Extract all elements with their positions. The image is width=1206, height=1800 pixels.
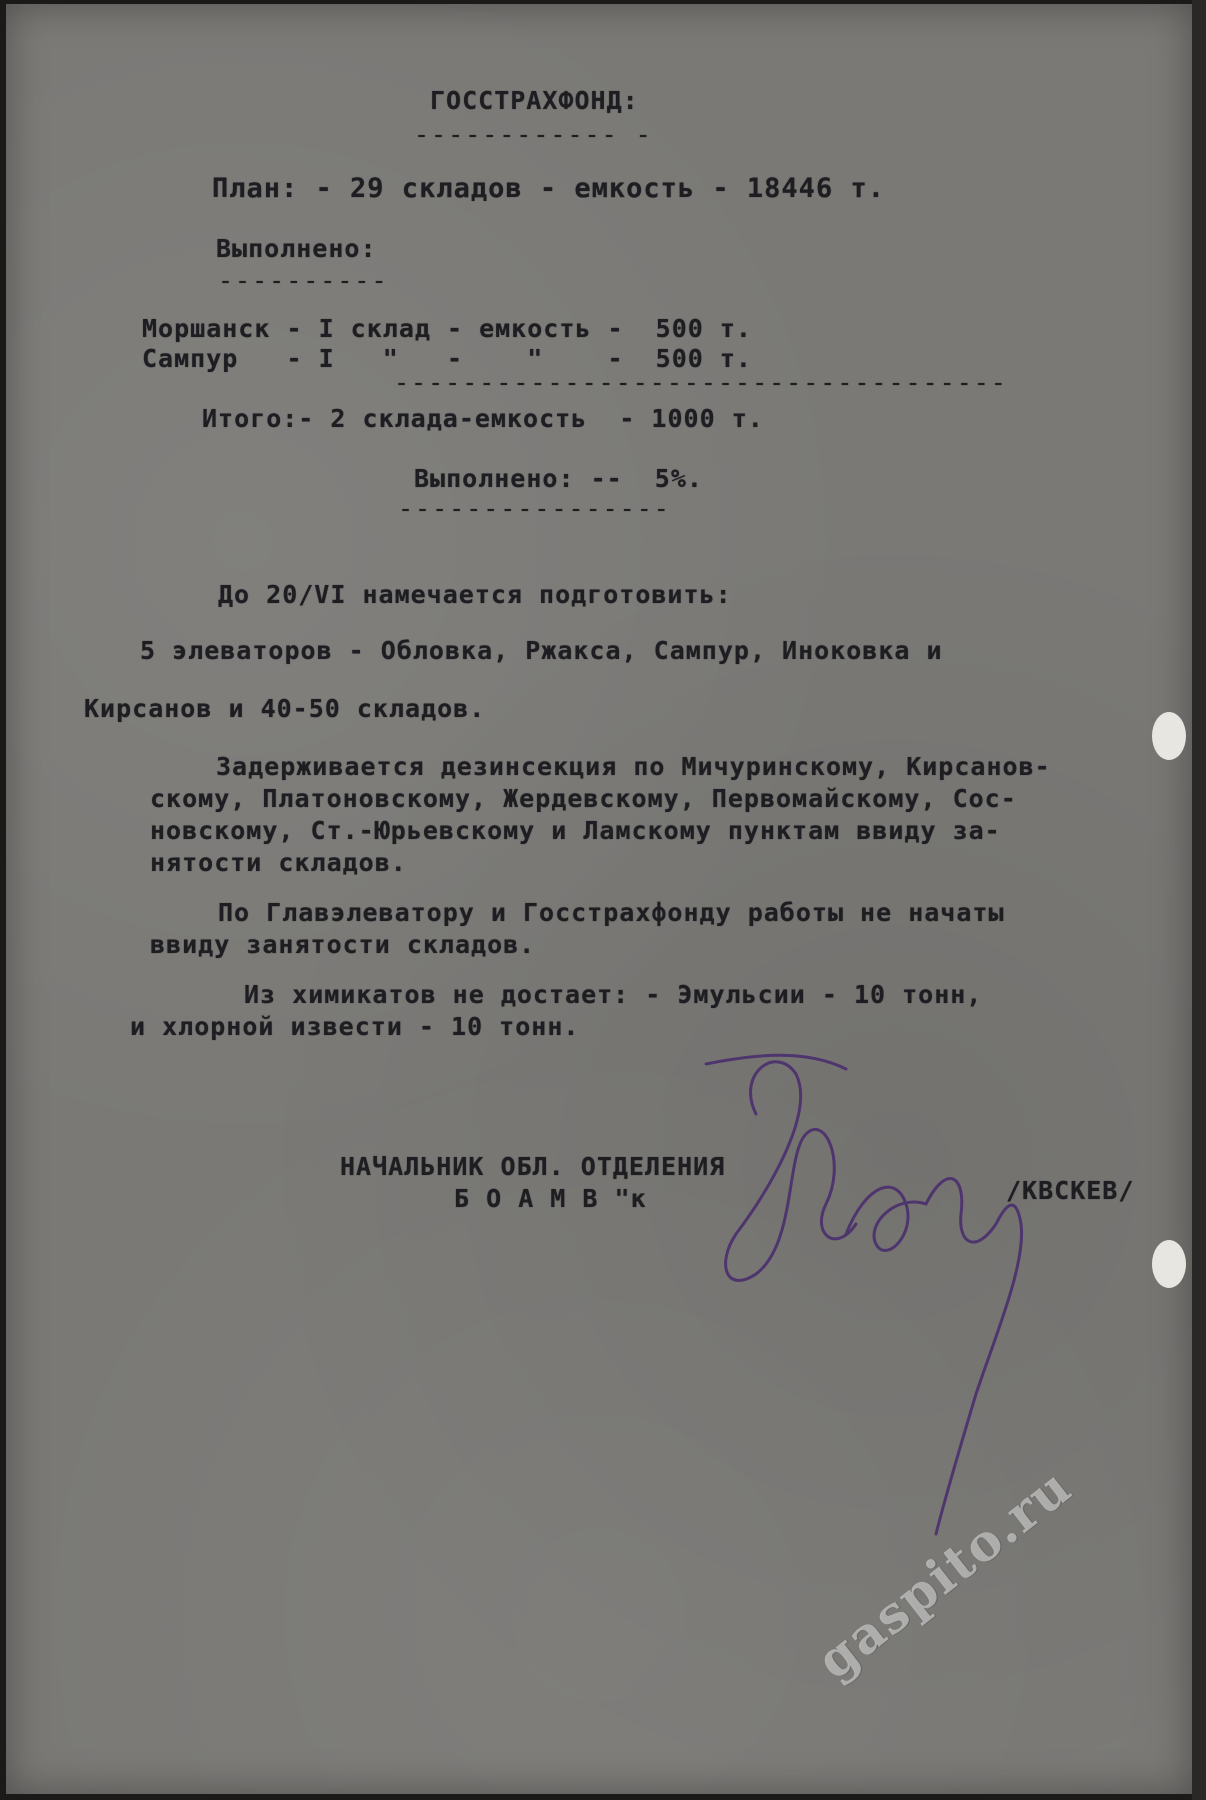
done-underline: ---------- [218,266,389,295]
done-label: Выполнено: [216,234,377,263]
chemicals-line1: Из химикатов не достает: - Эмульсии - 10 тонн, [244,980,983,1009]
signatory-name: /КВСКЕВ/ [1006,1176,1135,1205]
plan-intro: До 20/VI намечается подготовить: [218,580,732,609]
percent-underline: ---------------- [398,494,671,523]
signatory-title-line2: Б О А М В "к [454,1184,647,1213]
header-underline: ------------ - [414,120,653,149]
watermark: gaspito.ru [806,1456,1083,1691]
items-underline: ------------------------------------ [394,368,1008,397]
document-header: ГОССТРАХФОНД: [430,86,639,115]
glavelevator-line1: По Главэлеватору и Госстрахфонду работы не начаты [218,898,1005,927]
disinsection-line3: новскому, Ст.-Юрьевскому и Ламскому пунктам ввиду за- [150,816,1001,845]
plan-line: План: - 29 складов - емкость - 18446 т. [212,173,885,204]
plan-elevators-line1: 5 элеваторов - Обловка, Ржакса, Сампур, Иноковка и [140,636,943,665]
item-morshansk: Моршанск - I склад - емкость - 500 т. [142,314,752,343]
signatory-title-line1: НАЧАЛЬНИК ОБЛ. ОТДЕЛЕНИЯ [340,1152,726,1181]
disinsection-line1: Задерживается дезинсекция по Мичуринскому, Кирсанов- [216,752,1051,781]
item-sampur: Сампур - I " - " - 500 т. [142,344,752,373]
chemicals-line2: и хлорной извести - 10 тонн. [130,1012,580,1041]
plan-elevators-line2: Кирсанов и 40-50 складов. [84,694,486,723]
document-sheet [6,4,1192,1794]
total-line: Итого:- 2 склада-емкость - 1000 т. [202,404,764,433]
punch-hole-upper [1152,712,1186,760]
percent-line: Выполнено: -- 5%. [414,464,703,493]
punch-hole-lower [1152,1240,1186,1288]
disinsection-line2: скому, Платоновскому, Жердевскому, Первомайскому, Сос- [150,784,1017,813]
scan-edge [1192,0,1206,1800]
disinsection-line4: нятости складов. [150,848,407,877]
glavelevator-line2: ввиду занятости складов. [150,930,536,959]
